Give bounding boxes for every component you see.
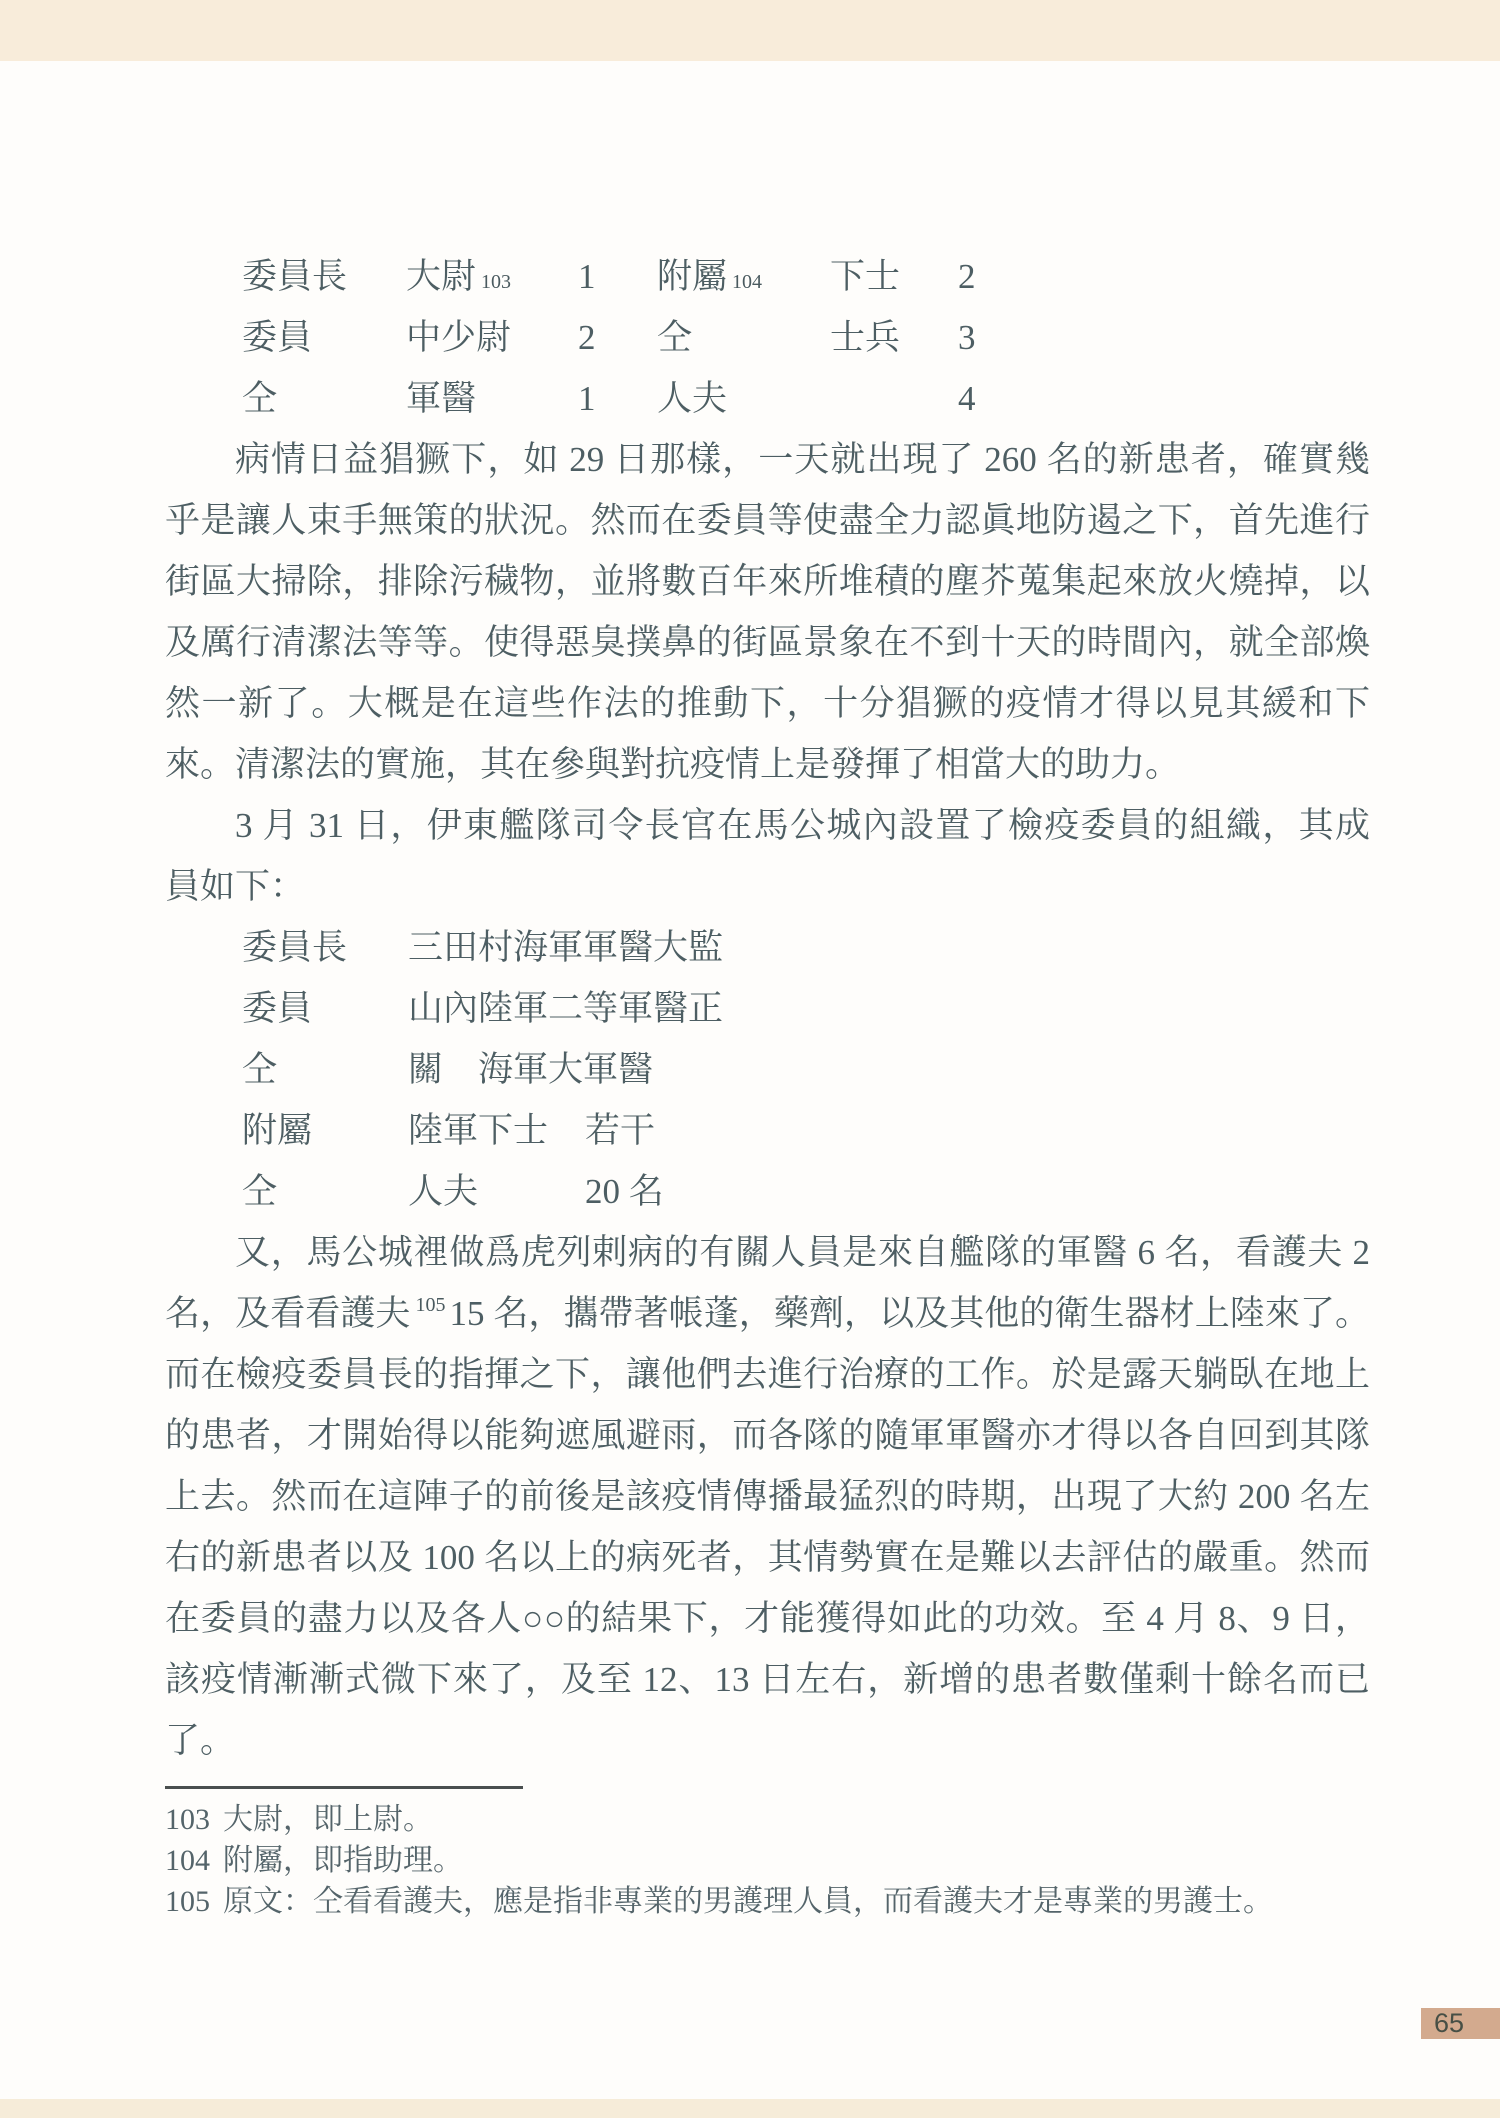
top-margin-scan-band: [0, 0, 1500, 61]
footnote-text: 大尉，即上尉。: [223, 1803, 433, 1836]
text-line: 上去。然而在這陣子的前後是該疫情傳播最猛烈的時期，出現了大約 200 名左: [165, 1477, 1370, 1516]
footnote-ref-105: 105: [415, 1294, 446, 1316]
rank-cell-rank: [406, 246, 515, 313]
rank-cell-position2: [657, 246, 766, 313]
text-line: [165, 1283, 1370, 1344]
rank-cell-rank: 軍醫: [406, 379, 477, 418]
footnote: [165, 1799, 1370, 1840]
rank-table-row: [165, 368, 1370, 429]
committee-member-list: [165, 917, 1370, 1222]
committee-name: 陸軍下士: [408, 1111, 549, 1150]
rank-cell-count: 2: [578, 318, 596, 357]
text-line: 乎是讓人束手無策的狀況。然而在委員等使盡全力認眞地防遏之下，首先進行: [165, 501, 1370, 540]
footnote: [165, 1881, 1370, 1922]
rank-cell-position2: 仝: [657, 318, 693, 357]
footnote-ref-103: 103: [481, 271, 512, 293]
rank-table-row: [165, 246, 1370, 307]
text-line: 街區大掃除，排除污穢物，並將數百年來所堆積的塵芥蒐集起來放火燒掉，以: [165, 562, 1370, 601]
committee-name: 人夫: [408, 1172, 479, 1211]
committee-role: 委員長: [242, 928, 348, 967]
text-segment: 15 名，攜帶著帳蓬，藥劑，以及其他的衛生器材上陸來了。: [449, 1294, 1370, 1333]
text-line: 而在檢疫委員長的指揮之下，讓他們去進行治療的工作。於是露天躺臥在地上: [165, 1355, 1370, 1394]
text-line: 來。清潔法的實施，其在參與對抗疫情上是發揮了相當大的助力。: [165, 745, 1181, 784]
committee-row: [165, 1100, 1370, 1161]
text-line: 該疫情漸漸式微下來了，及至 12、13 日左右，新增的患者數僅剩十餘名而已: [165, 1660, 1370, 1699]
committee-name: 關 海軍大軍醫: [408, 1050, 654, 1089]
committee-extra: 20 名: [585, 1172, 664, 1211]
committee-row: [165, 978, 1370, 1039]
committee-row: [165, 917, 1370, 978]
rank-cell-position2: 人夫: [657, 379, 728, 418]
rank-cell-rank2: 士兵: [830, 318, 901, 357]
rank-cell-position: 仝: [242, 379, 278, 418]
footnotes: [165, 1799, 1370, 1922]
text-line: 病情日益猖獗下，如 29 日那樣，一天就出現了 260 名的新患者，確實幾: [235, 440, 1370, 479]
page-number-badge: [1421, 2008, 1500, 2039]
text-line: 右的新患者以及 100 名以上的病死者，其情勢實在是難以去評估的嚴重。然而: [165, 1538, 1370, 1577]
footnote-number: 104: [165, 1844, 210, 1877]
text-line: 3 月 31 日，伊東艦隊司令長官在馬公城內設置了檢疫委員的組織，其成: [235, 806, 1370, 845]
rank-cell-rank: 中少尉: [406, 318, 512, 357]
committee-role: 仝: [242, 1050, 278, 1089]
paragraph-committee-setup: [165, 795, 1370, 917]
rank-text: 大尉: [406, 257, 477, 296]
committee-name: 三田村海軍軍醫大監: [408, 928, 724, 967]
rank-cell-count2: 2: [958, 257, 976, 296]
bottom-margin-scan-band: [0, 2099, 1500, 2118]
paragraph-epidemic-measures: [165, 429, 1370, 795]
text-line: 了。: [165, 1721, 236, 1760]
footnote: [165, 1840, 1370, 1881]
committee-extra: 若干: [585, 1111, 656, 1150]
committee-row: [165, 1039, 1370, 1100]
committee-role: 附屬: [242, 1111, 313, 1150]
rank-table: [165, 246, 1370, 429]
page-number: 65: [1434, 2008, 1465, 2038]
footnote-number: 103: [165, 1803, 210, 1836]
committee-role: 仝: [242, 1172, 278, 1211]
footnote-divider: [165, 1786, 523, 1789]
rank-cell-count: 1: [578, 257, 596, 296]
rank-cell-position: 委員: [242, 318, 313, 357]
text-line: 及厲行清潔法等等。使得惡臭撲鼻的街區景象在不到十天的時間內，就全部煥: [165, 623, 1370, 662]
text-line: 的患者，才開始得以能夠遮風避雨，而各隊的隨軍軍醫亦才得以各自回到其隊: [165, 1416, 1370, 1455]
text-line: 然一新了。大概是在這些作法的推動下，十分猖獗的疫情才得以見其緩和下: [165, 684, 1370, 723]
rank-table-row: [165, 307, 1370, 368]
footnote-ref-104: 104: [732, 271, 763, 293]
footnote-text: 原文：仝看看護夫，應是指非專業的男護理人員，而看護夫才是專業的男護士。: [223, 1885, 1273, 1918]
rank-cell-count2: 4: [958, 379, 976, 418]
committee-row: [165, 1161, 1370, 1222]
rank-cell-count: 1: [578, 379, 596, 418]
committee-role: 委員: [242, 989, 313, 1028]
rank-text: 附屬: [657, 257, 728, 296]
paragraph-medical-staff: [165, 1222, 1370, 1771]
text-line: 在委員的盡力以及各人○○的結果下，才能獲得如此的功效。至 4 月 8、9 日，: [165, 1599, 1370, 1638]
committee-name: 山內陸軍二等軍醫正: [408, 989, 724, 1028]
text-segment: 名，及看看護夫: [165, 1294, 411, 1333]
footnote-number: 105: [165, 1885, 210, 1918]
text-line: 員如下：: [165, 867, 306, 906]
rank-cell-count2: 3: [958, 318, 976, 357]
rank-cell-position: 委員長: [242, 257, 348, 296]
footnote-text: 附屬，即指助理。: [223, 1844, 463, 1877]
rank-cell-rank2: 下士: [830, 257, 901, 296]
text-line: 又，馬公城裡做爲虎列剌病的有關人員是來自艦隊的軍醫 6 名，看護夫 2: [235, 1233, 1370, 1272]
